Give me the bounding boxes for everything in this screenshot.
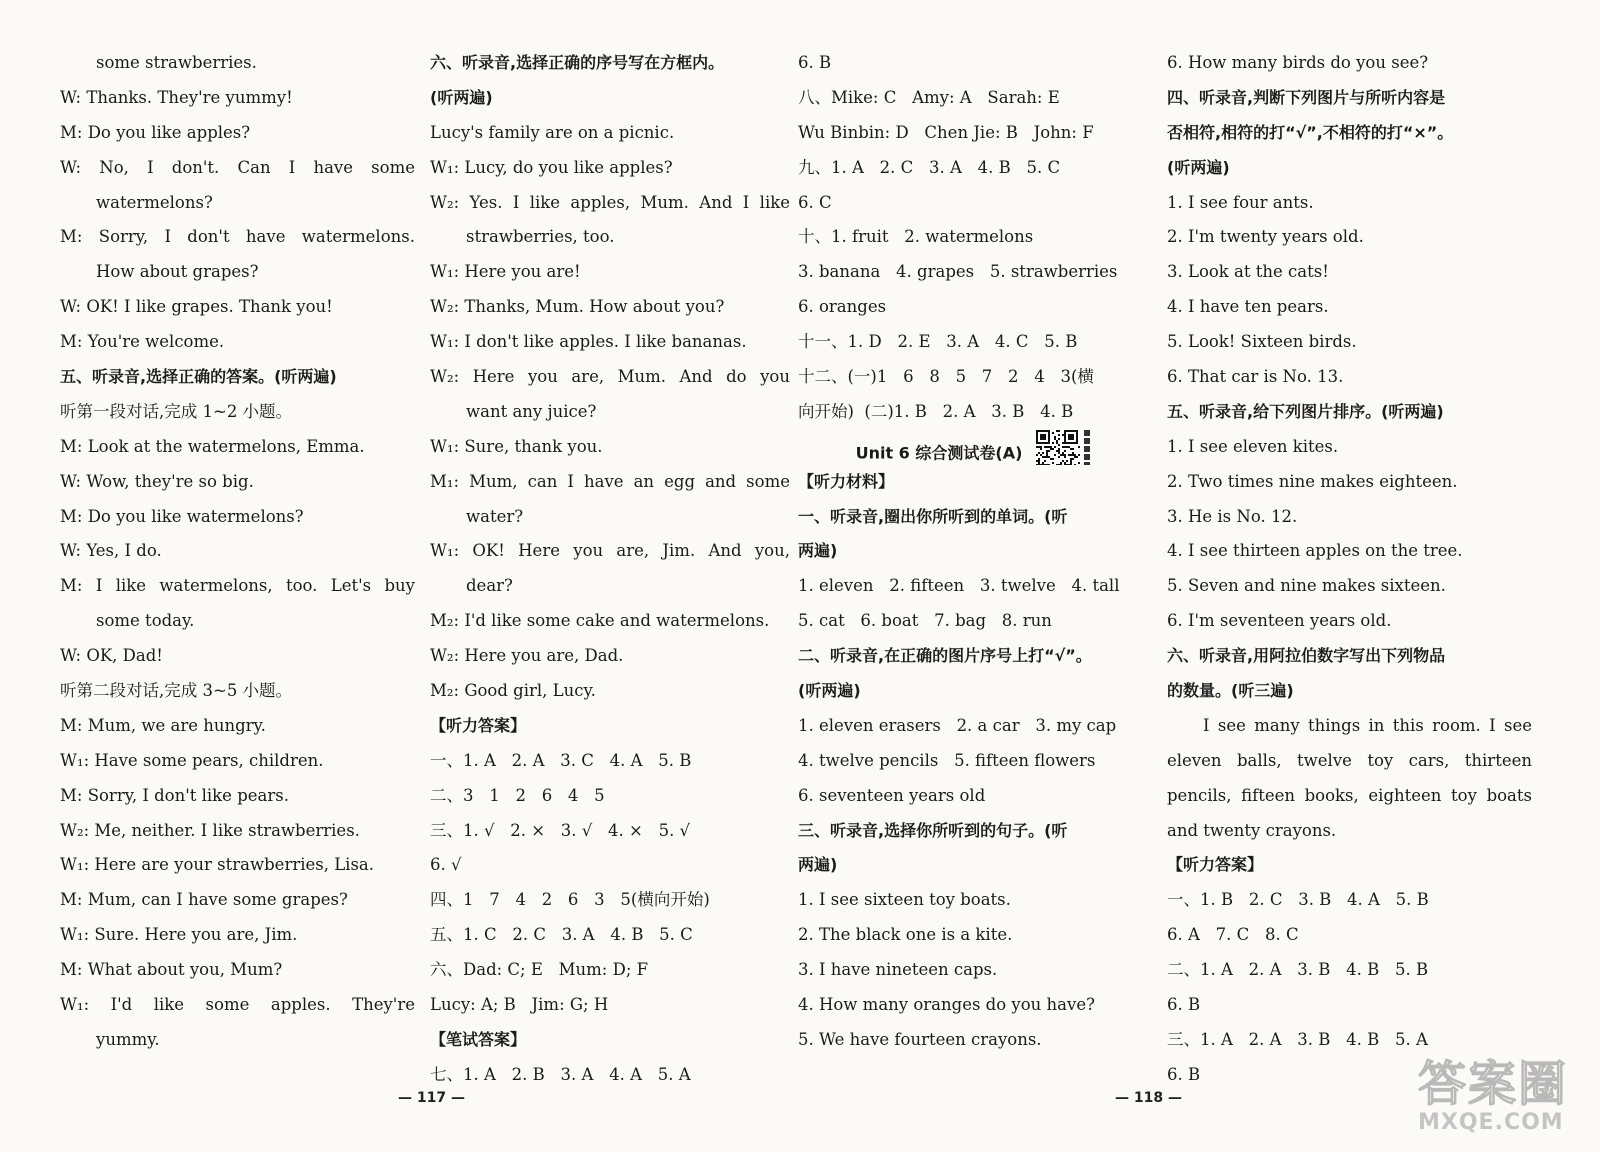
- line-text: 一、1. A 2. A 3. C 4. A 5. B: [430, 750, 692, 770]
- line-text: M: What about you, Mum?: [60, 960, 283, 980]
- text-line: [430, 465, 790, 500]
- text-line: [1167, 116, 1532, 151]
- line-text: M: You're welcome.: [60, 332, 225, 352]
- text-line: [60, 883, 415, 918]
- text-line: [1167, 430, 1532, 465]
- line-text: W₁: OK! Here you are, Jim. And you,: [430, 541, 790, 561]
- text-line: [430, 360, 790, 395]
- text-line: [1167, 46, 1532, 81]
- line-text: yummy.: [96, 1029, 160, 1049]
- text-line: [430, 534, 790, 569]
- line-text: 1. I see four ants.: [1167, 192, 1314, 212]
- text-line: [430, 953, 790, 988]
- text-line: [1167, 744, 1532, 779]
- line-text: 5. Look! Sixteen birds.: [1167, 332, 1357, 352]
- line-text: W₁: Here are your strawberries, Lisa.: [60, 855, 375, 875]
- line-text: 4. I see thirteen apples on the tree.: [1167, 541, 1463, 561]
- line-text: want any juice?: [466, 401, 597, 421]
- line-text: (听两遍): [1167, 157, 1230, 177]
- text-line: [1167, 186, 1532, 221]
- line-text: Lucy: A; B Jim: G; H: [430, 995, 609, 1015]
- text-line: [798, 290, 1148, 325]
- text-line: [60, 674, 415, 709]
- line-text: eleven balls, twelve toy cars, thirteen: [1167, 750, 1532, 770]
- text-line: [1167, 360, 1532, 395]
- text-line: [1167, 220, 1532, 255]
- line-text: W₁: I'd like some apples. They're: [60, 995, 415, 1015]
- line-text: 二、3 1 2 6 4 5: [430, 785, 605, 805]
- line-text: W₂: Here you are, Dad.: [430, 646, 624, 666]
- text-line: [798, 604, 1148, 639]
- line-text: 八、Mike: C Amy: A Sarah: E: [798, 87, 1060, 107]
- text-line: [430, 116, 790, 151]
- line-text: 4. How many oranges do you have?: [798, 995, 1095, 1015]
- text-line: [1167, 918, 1532, 953]
- text-line: [430, 430, 790, 465]
- column-4: [1167, 46, 1532, 1093]
- text-line: [60, 744, 415, 779]
- line-text: 6. √: [430, 855, 462, 875]
- text-line: [1167, 290, 1532, 325]
- watermark-url: MXQE.COM: [1418, 1110, 1564, 1135]
- text-line: [60, 151, 415, 186]
- text-line: [430, 220, 790, 255]
- text-line: [798, 116, 1148, 151]
- text-line: [798, 500, 1148, 535]
- watermark-text: 答案圈: [1418, 1056, 1569, 1112]
- text-line: [60, 290, 415, 325]
- text-line: [60, 814, 415, 849]
- text-line: [798, 569, 1148, 604]
- line-text: 七、1. A 2. B 3. A 4. A 5. A: [430, 1064, 691, 1084]
- line-text: M: I like watermelons, too. Let's buy: [60, 576, 415, 596]
- text-line: [1167, 604, 1532, 639]
- text-line: [798, 953, 1148, 988]
- text-line: [60, 709, 415, 744]
- line-text: How about grapes?: [96, 262, 259, 282]
- line-text: 一、1. B 2. C 3. B 4. A 5. B: [1167, 890, 1429, 910]
- line-text: 6. B: [1167, 995, 1201, 1015]
- text-line: [60, 116, 415, 151]
- line-text: 1. I see eleven kites.: [1167, 436, 1339, 456]
- line-text: 5. cat 6. boat 7. bag 8. run: [798, 611, 1052, 631]
- text-line: [60, 220, 415, 255]
- text-line: [798, 1023, 1148, 1058]
- line-text: W₂: Me, neither. I like strawberries.: [60, 820, 360, 840]
- text-line: [430, 395, 790, 430]
- line-text: 1. I see sixteen toy boats.: [798, 890, 1011, 910]
- watermark-logo: [1418, 1058, 1588, 1148]
- line-text: 3. banana 4. grapes 5. strawberries: [798, 262, 1118, 282]
- page-number-left: — 117 —: [398, 1090, 465, 1106]
- line-text: 6. I'm seventeen years old.: [1167, 611, 1392, 631]
- text-line: [430, 709, 790, 744]
- text-line: [798, 255, 1148, 290]
- line-text: W₂: Yes. I like apples, Mum. And I like: [430, 192, 790, 212]
- line-text: 六、听录音,用阿拉伯数字写出下列物品: [1167, 646, 1446, 666]
- line-text: W₁: Here you are!: [430, 262, 581, 282]
- text-line: [798, 709, 1148, 744]
- text-line: [1167, 255, 1532, 290]
- line-text: strawberries, too.: [466, 227, 615, 247]
- text-line: [798, 988, 1148, 1023]
- text-line: [430, 883, 790, 918]
- line-text: W: Thanks. They're yummy!: [60, 87, 293, 107]
- text-line: [60, 953, 415, 988]
- text-line: [60, 325, 415, 360]
- text-line: [798, 325, 1148, 360]
- line-text: 十、1. fruit 2. watermelons: [798, 227, 1034, 247]
- text-line: [798, 151, 1148, 186]
- text-line: [60, 186, 415, 221]
- line-text: M: Mum, we are hungry.: [60, 715, 266, 735]
- column-3: [798, 46, 1148, 1058]
- text-line: [798, 220, 1148, 255]
- text-line: [1167, 151, 1532, 186]
- text-line: [430, 255, 790, 290]
- text-line: [430, 848, 790, 883]
- line-text: 听第一段对话,完成 1~2 小题。: [60, 401, 293, 421]
- text-line: [1167, 465, 1532, 500]
- text-line: [1167, 81, 1532, 116]
- line-text: W₂: Here you are, Mum. And do you: [430, 367, 790, 387]
- line-text: W: No, I don't. Can I have some: [60, 157, 415, 177]
- text-line: [430, 186, 790, 221]
- text-line: [430, 744, 790, 779]
- text-line: [60, 569, 415, 604]
- text-line: [430, 1023, 790, 1058]
- line-text: 6. How many birds do you see?: [1167, 53, 1429, 72]
- text-line: [60, 604, 415, 639]
- line-text: 【听力答案】: [1167, 855, 1264, 875]
- text-line: [1167, 848, 1532, 883]
- qr-code-icon: [1036, 430, 1090, 465]
- line-text: 1. eleven 2. fifteen 3. twelve 4. tall: [798, 576, 1120, 596]
- line-text: M: Sorry, I don't have watermelons.: [60, 227, 415, 247]
- text-line: [430, 151, 790, 186]
- line-text: 【笔试答案】: [430, 1029, 527, 1049]
- line-text: Lucy's family are on a picnic.: [430, 122, 675, 142]
- line-text: 两遍): [798, 541, 838, 561]
- text-line: [430, 988, 790, 1023]
- line-text: 1. eleven erasers 2. a car 3. my cap: [798, 715, 1117, 735]
- text-line: [60, 848, 415, 883]
- line-text: 2. I'm twenty years old.: [1167, 227, 1364, 247]
- line-text: some strawberries.: [96, 53, 257, 72]
- text-line: [798, 395, 1148, 430]
- column-2: [430, 46, 790, 1093]
- line-text: 五、听录音,给下列图片排序。(听两遍): [1167, 401, 1444, 421]
- text-line: [430, 325, 790, 360]
- line-text: W₁: Sure, thank you.: [430, 436, 603, 456]
- line-text: 3. Look at the cats!: [1167, 262, 1329, 282]
- text-line: [1167, 534, 1532, 569]
- line-text: 两遍): [798, 855, 838, 875]
- line-text: 三、1. √ 2. × 3. √ 4. × 5. √: [430, 820, 691, 840]
- line-text: 一、听录音,圈出你所听到的单词。(听: [798, 506, 1068, 526]
- line-text: 六、Dad: C; E Mum: D; F: [430, 960, 649, 980]
- line-text: 向开始) (二)1. B 2. A 3. B 4. B: [798, 401, 1074, 421]
- line-text: 五、1. C 2. C 3. A 4. B 5. C: [430, 925, 693, 945]
- text-line: [1167, 779, 1532, 814]
- line-text: dear?: [466, 576, 513, 596]
- text-line: [430, 604, 790, 639]
- line-text: (听两遍): [430, 87, 493, 107]
- line-text: M₂: Good girl, Lucy.: [430, 681, 596, 701]
- line-text: Wu Binbin: D Chen Jie: B John: F: [798, 122, 1094, 142]
- line-text: 五、听录音,选择正确的答案。(听两遍): [60, 367, 337, 387]
- line-text: 6. seventeen years old: [798, 785, 986, 805]
- line-text: 2. Two times nine makes eighteen.: [1167, 471, 1458, 491]
- text-line: [1167, 674, 1532, 709]
- text-line: [798, 639, 1148, 674]
- line-text: 【听力材料】: [798, 471, 895, 491]
- line-text: 5. We have fourteen crayons.: [798, 1029, 1042, 1049]
- text-line: [430, 779, 790, 814]
- text-line: [1167, 814, 1532, 849]
- line-text: W₁: Have some pears, children.: [60, 750, 324, 770]
- text-line: [60, 1023, 415, 1058]
- text-line: [798, 46, 1148, 81]
- line-text: pencils, fifteen books, eighteen toy boats: [1167, 785, 1532, 805]
- line-text: 二、1. A 2. A 3. B 4. B 5. B: [1167, 960, 1429, 980]
- line-text: 4. twelve pencils 5. fifteen flowers: [798, 750, 1096, 770]
- line-text: M: Do you like apples?: [60, 122, 251, 142]
- text-line: [798, 848, 1148, 883]
- line-text: 2. The black one is a kite.: [798, 925, 1013, 945]
- text-line: [60, 500, 415, 535]
- line-text: M₁: Mum, can I have an egg and some: [430, 471, 790, 491]
- text-line: [60, 255, 415, 290]
- text-line: [798, 360, 1148, 395]
- text-line: [798, 674, 1148, 709]
- line-text: M: Mum, can I have some grapes?: [60, 890, 348, 910]
- line-text: W₁: Lucy, do you like apples?: [430, 157, 673, 177]
- text-line: [1167, 1023, 1532, 1058]
- text-line: [1167, 639, 1532, 674]
- text-line: [60, 988, 415, 1023]
- line-text: 四、1 7 4 2 6 3 5(横向开始): [430, 890, 710, 910]
- text-line: [430, 1058, 790, 1093]
- line-text: 十一、1. D 2. E 3. A 4. C 5. B: [798, 332, 1078, 352]
- text-line: [60, 360, 415, 395]
- line-text: (听两遍): [798, 681, 861, 701]
- line-text: 4. I have ten pears.: [1167, 297, 1329, 317]
- text-line: [798, 465, 1148, 500]
- line-text: and twenty crayons.: [1167, 820, 1337, 840]
- text-line: [60, 81, 415, 116]
- text-line: [1167, 953, 1532, 988]
- line-text: W₁: Sure. Here you are, Jim.: [60, 925, 298, 945]
- text-line: [60, 465, 415, 500]
- line-text: 6. A 7. C 8. C: [1167, 925, 1299, 945]
- line-text: water?: [466, 506, 524, 526]
- line-text: M₂: I'd like some cake and watermelons.: [430, 611, 770, 631]
- text-line: [1167, 988, 1532, 1023]
- line-text: 九、1. A 2. C 3. A 4. B 5. C: [798, 157, 1061, 177]
- text-line: [1167, 325, 1532, 360]
- line-text: 6. B: [1167, 1064, 1201, 1084]
- text-line: [430, 639, 790, 674]
- text-line: [1167, 709, 1532, 744]
- line-text: 二、听录音,在正确的图片序号上打“√”。: [798, 646, 1092, 666]
- text-line: [60, 534, 415, 569]
- column-1: [60, 46, 415, 1058]
- line-text: 四、听录音,判断下列图片与所听内容是: [1167, 87, 1446, 107]
- line-text: W₂: Thanks, Mum. How about you?: [430, 297, 725, 317]
- line-text: watermelons?: [96, 192, 213, 212]
- line-text: M: Sorry, I don't like pears.: [60, 785, 289, 805]
- text-line: [430, 500, 790, 535]
- line-text: 6. B: [798, 53, 832, 72]
- line-text: 【听力答案】: [430, 715, 527, 735]
- line-text: some today.: [96, 611, 195, 631]
- line-text: 三、听录音,选择你所听到的句子。(听: [798, 820, 1068, 840]
- text-line: [798, 430, 1148, 465]
- line-text: 六、听录音,选择正确的序号写在方框内。: [430, 53, 725, 72]
- text-line: [798, 534, 1148, 569]
- text-line: [798, 814, 1148, 849]
- text-line: [60, 46, 415, 81]
- text-line: [430, 814, 790, 849]
- line-text: M: Do you like watermelons?: [60, 506, 304, 526]
- text-line: [798, 744, 1148, 779]
- line-text: 三、1. A 2. A 3. B 4. B 5. A: [1167, 1029, 1428, 1049]
- line-text: 听第二段对话,完成 3~5 小题。: [60, 681, 293, 701]
- text-line: [60, 918, 415, 953]
- text-line: [1167, 500, 1532, 535]
- text-line: [430, 674, 790, 709]
- text-line: [430, 81, 790, 116]
- line-text: 3. He is No. 12.: [1167, 506, 1298, 526]
- text-line: [60, 395, 415, 430]
- text-line: [430, 569, 790, 604]
- line-text: 5. Seven and nine makes sixteen.: [1167, 576, 1446, 596]
- line-text: W: OK, Dad!: [60, 646, 163, 666]
- page-number-right: — 118 —: [1115, 1090, 1182, 1106]
- line-text: M: Look at the watermelons, Emma.: [60, 436, 365, 456]
- line-text: Unit 6 综合测试卷(A): [855, 443, 1023, 463]
- text-line: [798, 918, 1148, 953]
- text-line: [430, 918, 790, 953]
- line-text: W: Yes, I do.: [60, 541, 162, 561]
- text-line: [798, 81, 1148, 116]
- line-text: W: Wow, they're so big.: [60, 471, 254, 491]
- text-line: [430, 46, 790, 81]
- line-text: 十二、(一)1 6 8 5 7 2 4 3(横: [798, 367, 1094, 387]
- line-text: 6. That car is No. 13.: [1167, 367, 1344, 387]
- line-text: 的数量。(听三遍): [1167, 681, 1294, 701]
- line-text: W₁: I don't like apples. I like bananas.: [430, 332, 747, 352]
- text-line: [798, 883, 1148, 918]
- text-line: [60, 639, 415, 674]
- text-line: [798, 779, 1148, 814]
- line-text: 否相符,相符的打“√”,不相符的打“×”。: [1167, 122, 1454, 142]
- text-line: [430, 290, 790, 325]
- text-line: [798, 186, 1148, 221]
- line-text: W: OK! I like grapes. Thank you!: [60, 297, 333, 317]
- text-line: [60, 430, 415, 465]
- line-text: I see many things in this room. I see: [1203, 715, 1532, 735]
- line-text: 6. oranges: [798, 297, 887, 317]
- line-text: 6. C: [798, 192, 832, 212]
- text-line: [60, 779, 415, 814]
- line-text: 3. I have nineteen caps.: [798, 960, 998, 980]
- text-line: [1167, 883, 1532, 918]
- text-line: [1167, 395, 1532, 430]
- text-line: [1167, 569, 1532, 604]
